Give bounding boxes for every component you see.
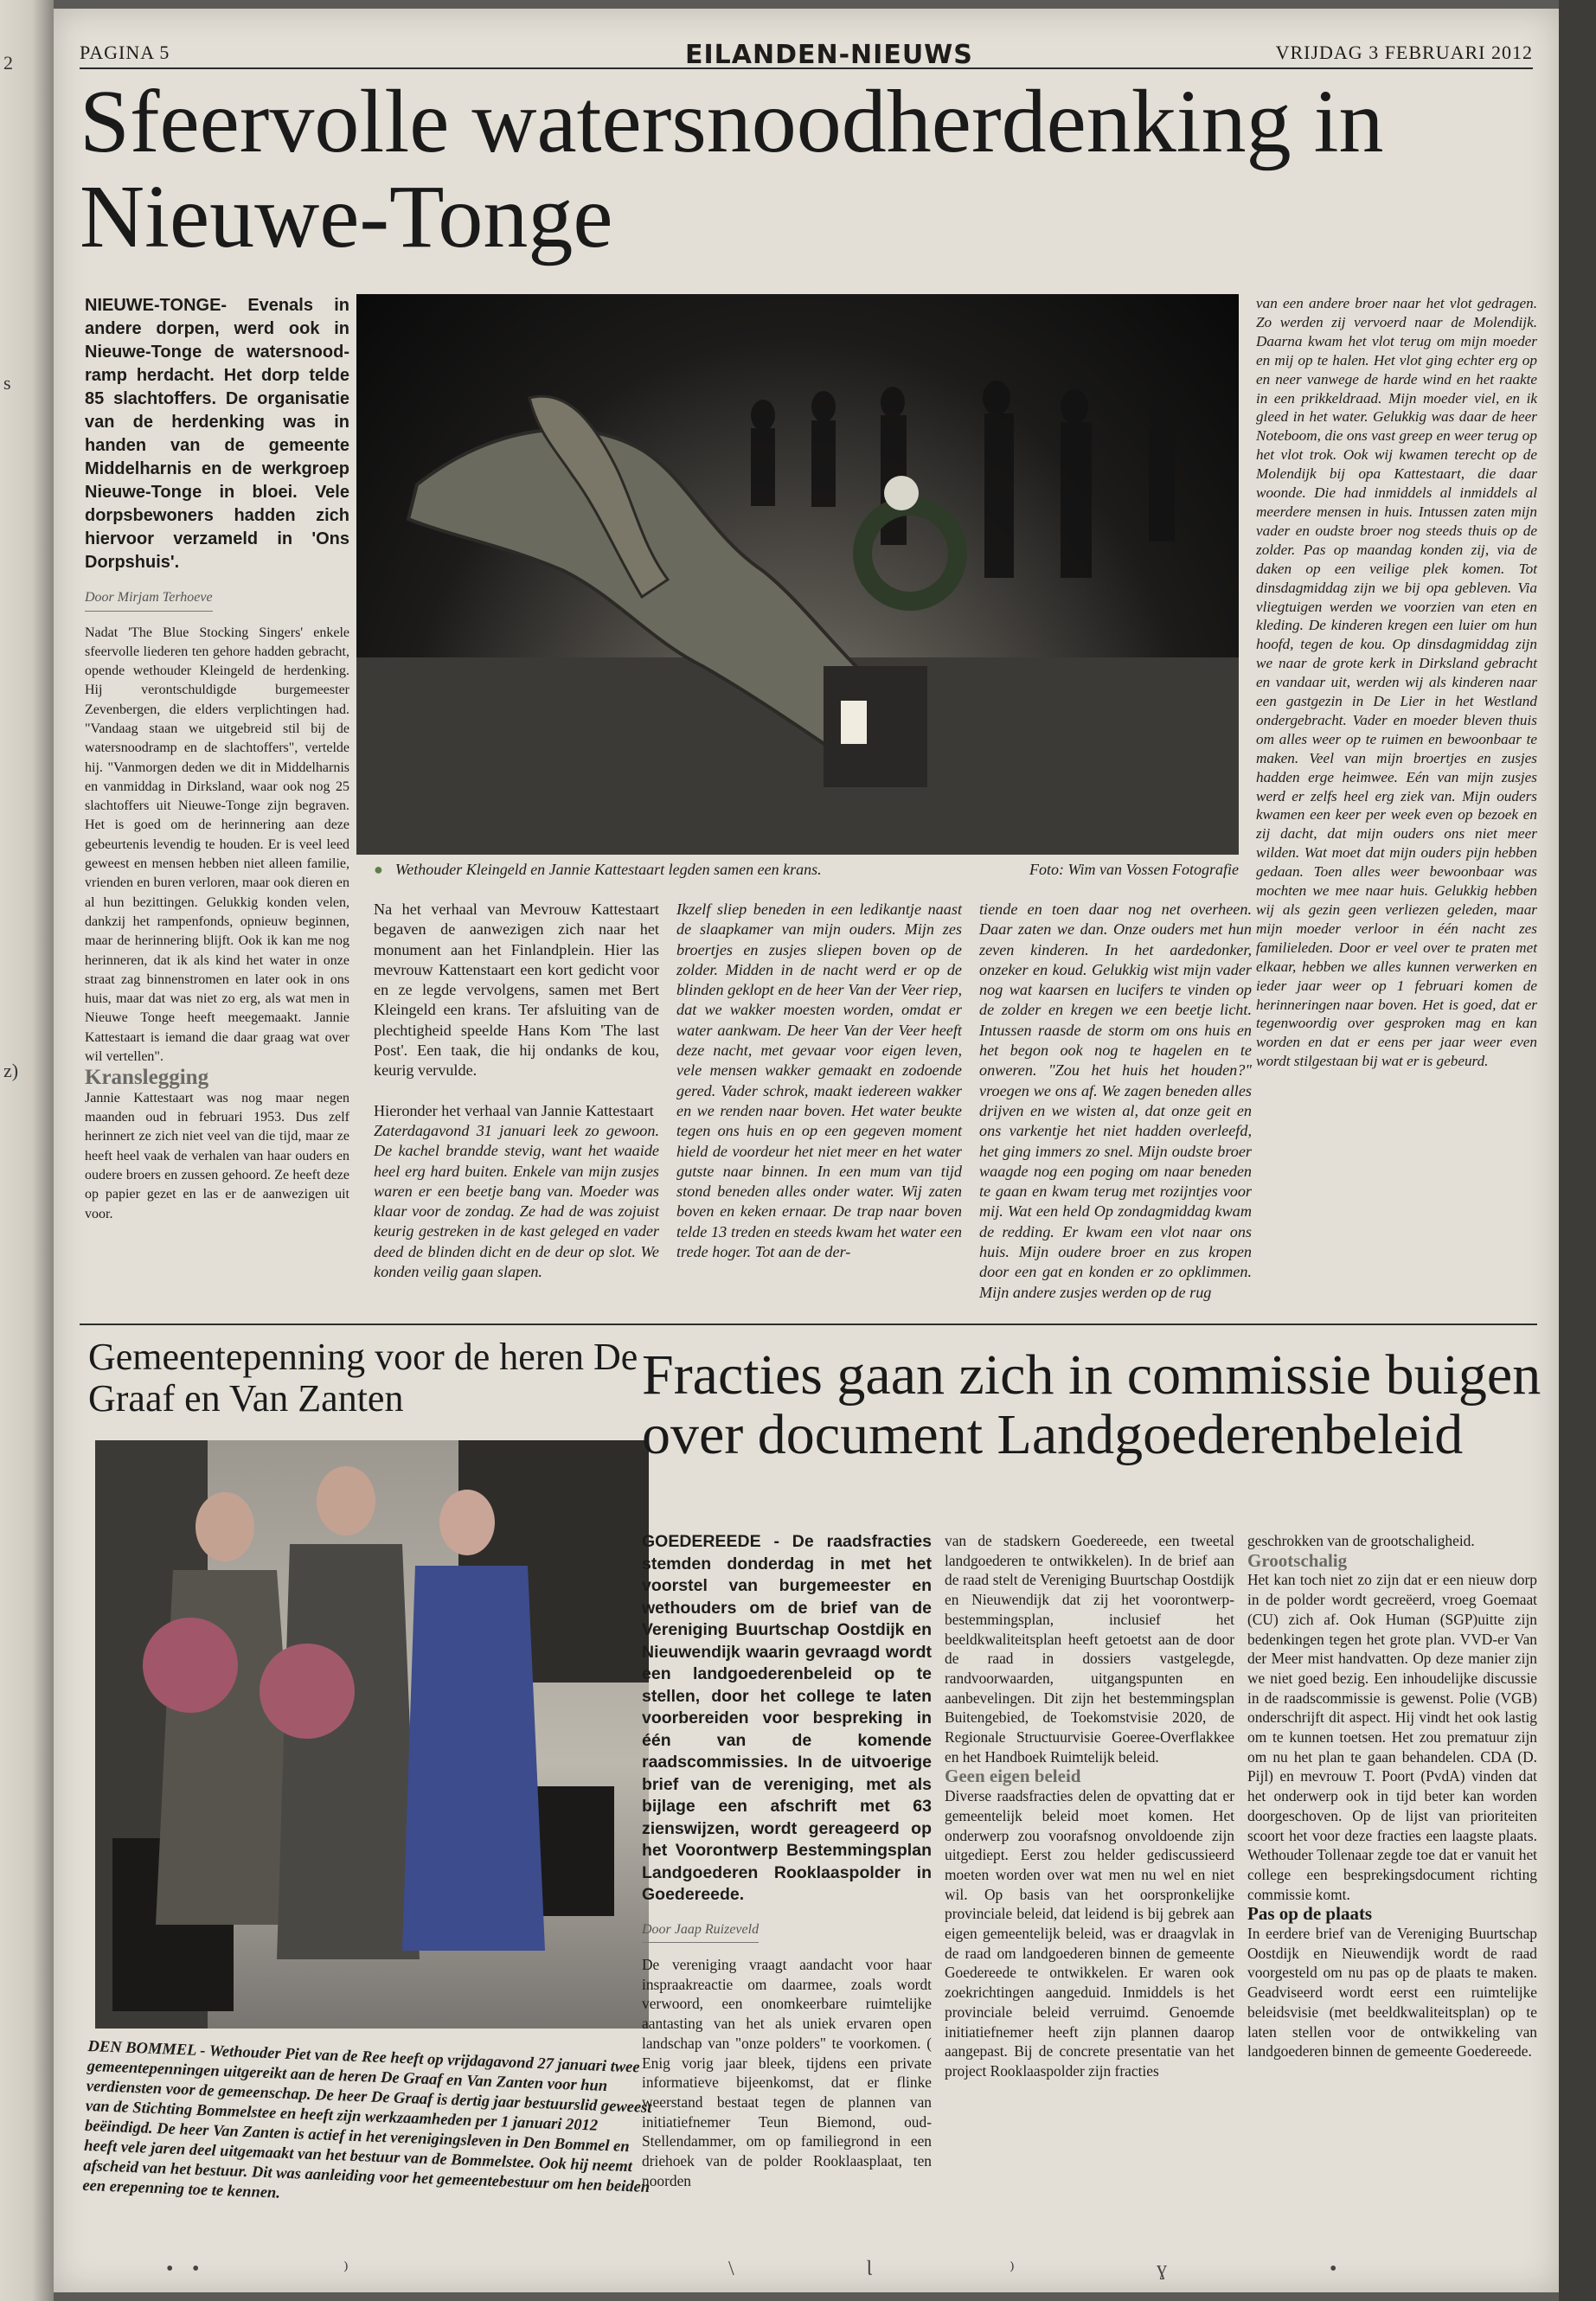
article2-caption: DEN BOMMEL - Wethouder Piet van de Ree heeft op vrijdagavond 27 januari twee gemeentepenningen uitgereikt aan de heren De Graaf en Van Zanten voor hun verdiensten voor de gemeenschap. De heer De Graaf is dertig jaar bestuurslid geweest van de Stichting Bommelstee en heeft zijn werkzaamheden per 1 januari 2012 beëindigd. De heer Van Zanten is actief in het verenigingsleven in Den Bommel en heeft vele jaren deel uitgemaakt van het bestuur van de Bommelstee. Ook hij neemt afscheid van het bestuur. Dit was aanleiding voor het gemeentebestuur om hen beiden een erepenning toe te kennen. — [82, 2037, 652, 2202]
scan-mark: ⁾ — [343, 2259, 349, 2282]
article3-headline: Fracties gaan zich in commissie buigen over document Landgoederenbeleid — [642, 1343, 1542, 1466]
article3-col3-para-2: Het kan toch niet zo zijn dat er een nieuw dorp in de polder wordt gecreëerd, vroeg Goemaat (CU) zich af. Ook Human (SGP)uitte zijn bedenkingen tegen het grote plan. VVD-er Van der Meer mist handvatten. Op deze manier zijn we niet goed bezig. Een inhoudelijke discussie in de raadscommissie is gewenst. Polie (VGB) onderschrijft dit aspect. Hij vindt het ook lastig om te kunnen toetsen. Het zou prematuur zijn om nu het plan te gaan behandelen. CDA (D. Pijl) en mevrouw T. Poort (PvdA) vinden dat het onderwerp ook in tijd beter kan worden doorgeschoven. Op de lijst van prioriteiten scoort het voor deze fracties een laagste plaats. Wethouder Tollenaar zegde toe dat er vanuit het college een besprekingsdocument richting commissie komt. — [1247, 1571, 1537, 1903]
article1-body-2: Jannie Kattestaart was nog maar negen maanden oud in februari 1953. Dus zelf herinnert ze zich niet veel van die tijd, maar ze heeft heel vaak de verhalen van haar ouders en oudere broers en zussen gehoord. Ze heeft deze op papier gezet en las er de aanwezigen uit voor. — [85, 1090, 349, 1221]
article1-headline: Sfeervolle watersnoodherdenking in Nieuwe-Tonge — [80, 72, 1384, 266]
article1-col2-para-1: Na het verhaal van Mevrouw Kattestaart begaven de aanwezigen zich naar het monument aan het Finlandplein. Hier las mevrouw Kattenstaart een kort gedicht voor en ze legde vervolgens, samen met Bert Kleingeld een krans. Ter afsluiting van de plechtigheid speelde Hans Kom 'The last Post'. Een taak, die hij ondanks de kou, keurig vervulde. — [374, 901, 659, 1080]
page-number: PAGINA 5 — [80, 42, 170, 63]
scan-mark: Ɩ — [867, 2258, 873, 2280]
page-header — [80, 42, 1533, 69]
article3-col3-para-3: In eerdere brief van de Vereniging Buurtschap Oostdijk en Nieuwendijk wordt de raad voorgesteld om nu pas op de plaats te maken. Geadviseerd wordt eerst een ruimtelijke beleidsvisie (met beeldkwaliteitsplan) op te laten stellen voor de ontwikkeling van landgoederen binnen de gemeente Goedereede. — [1247, 1925, 1537, 2061]
edge-mark: 2 — [3, 52, 13, 74]
wreath-laying-photo-art — [356, 294, 1239, 855]
scan-mark: ɣ — [1157, 2258, 1167, 2280]
article1-subhead: Kranslegging — [85, 1066, 209, 1090]
scan-mark: \ — [728, 2258, 734, 2280]
article2-headline: Gemeentepenning voor de heren De Graaf en Van Zanten — [88, 1336, 638, 1420]
scan-mark: ⁾ — [1010, 2259, 1015, 2282]
article1-byline: Door Mirjam Terhoeve — [85, 586, 213, 612]
article1-photo-caption — [374, 861, 971, 879]
article3-lead: GOEDEREEDE - De raadsfracties stemden donderdag in met het voorstel van burgemeester en wethouders om de brief van de Vereniging Buurtschap Oostdijk en Nieuwendijk waarin gevraagd wordt een landgoederenbeleid op te stellen, door het college te laten voorbereiden voor bespreking in één van de komende raadscommissies. In de uitvoerige brief van de vereniging, met als bijlage een afschrift met 63 zienswijzen, wordt gereageerd op het Voorontwerp Bestemmingsplan Landgoederen Rooklaaspolder in Goedereede. — [642, 1532, 932, 1904]
article1-lead: NIEUWE-TONGE- Evenals in andere dorpen, werd ook in Nieuwe-Tonge de watersnood-ramp herdacht. Het dorp telde 85 slachtoffers. De organisatie van de herdenking was in handen van de gemeente Middelharnis en de werkgroep Nieuwe-Tonge in bloei. Vele dorpsbewoners hadden zich hiervoor verzameld in 'Ons Dorpshuis'. — [85, 296, 349, 572]
article1-column-1 — [85, 294, 349, 1224]
caption-bullet-icon: ● — [374, 861, 383, 878]
article3-subhead-2: Grootschalig — [1247, 1549, 1348, 1571]
article1-column-5: van een andere broer naar het vlot gedragen. Zo werden zij vervoerd naar de Molendijk. Daarna kwam het vlot terug om mijn moeder en mij op te halen. Het vlot ging echter erg op en neer vanwege de harde wind en het raakte in een prikkeldraad. Mijn moeder viel, en ik gleed in het water. Gelukkig was daar de heer Noteboom, die ons vast greep en weer terug op het vlot trok. Ook wij kwamen terecht op de Molendijk bij opa Kattestaart, die daar woonde. Die had inmiddels al inmiddels al meerdere mensen in huis. Intussen zaten mijn vader en oudste broer nog steeds thuis op de zolder. Pas op maandag konden zij, via de daken op een veilige plek komen. Tot dinsdagmiddag zijn we bij opa gebleven. Via vliegtuigen werden we voorzien van eten en kleding. De kinderen kregen een luier om hun hoofd, tegen de kou. Op dinsdagmiddag zijn we naar de grote kerk in Dirksland gebracht en vandaar uit, werden wij als kinderen naar een gastgezin in De Lier in het Westland ondergebracht. Vader en moeder bleven thuis om alles weer op te ruimen en bewoonbaar te maken. Veel van mijn broertjes en zusjes hadden erge heimwee. Eén van mijn zusjes werd er zelfs heel erg ziek van. Mijn ouders kwamen een keer per week even op bezoek en zij dacht, dat mijn ouders ons niet meer wilden. Wat moet dat mijn ouders pijn hebben gedaan. Toen alles weer bewoonbaar was mochten we mee naar huis. Gelukkig hebben wij als gezin geen verliezen geleden, maar mijn moeder verloor in één nacht zes familieleden. Door er veel over te praten met elkaar, hebben we alles kunnen verwerken en ieder jaar weer op 1 februari komen de herinneringen naar boven. Het is goed, dat er tegenwoordig over gesproken mag en kan worden en dat er eens per jaar weer even wordt stilgestaan bij wat er is gebeurd. — [1256, 295, 1537, 1070]
article1-photo-credit: Foto: Wim van Vossen Fotografie — [1029, 861, 1239, 878]
article3-col3-para-1: geschrokken van de grootschaligheid. — [1247, 1532, 1475, 1549]
edge-mark: s — [3, 372, 11, 394]
scan-margin — [0, 0, 54, 2301]
scan-mark: • — [1330, 2258, 1337, 2280]
article3-col2-para-1: van de stadskern Goedereede, een tweetal landgoederen te ontwikkelen). In de brief aan de raad stelt de Vereniging Buurtschap Oostdijk en Nieuwendijk dat zij het voorontwerp-bestemmingsplan, inclusief het beeldkwaliteitsplan heeft getoetst aan de door de raad in dossiers vastgelegde, randvoorwaarden, uitgangspunten en aanbevelingen. Dit zijn het bestemmingsplan Buitengebied, de Toekomstvisie 2020, de Regionale Structuurvisie Goeree-Overflakkee en het Handboek Ruimtelijk beleid. — [945, 1532, 1234, 1766]
award-photo — [95, 1440, 649, 2029]
award-photo-art — [95, 1440, 649, 2029]
article3-subhead-3: Pas op de plaats — [1247, 1903, 1373, 1925]
article1-column-4: tiende en toen daar nog net overheen. Daar zaten we dan. Onze ouders met hun zeven kinderen. In het aardedonker, onzeker en koud. Gelukkig wist mijn vader nog wat kaarsen en lucifers te vinden op de zolder en kregen we een beetje licht. Intussen raasde de storm om ons huis en het begon ook nog te hagelen en te onweren. "Zou het huis het houden?" vroegen we ons af. We zagen beneden alles drijven en we wisten al, dat onze geit en ons varkentje het niet hadden overleefd, het ging immers zo snel. Mijn oudste broer waagde nog een poging om naar beneden te gaan en kwam terug met rozijntjes voor mij. Wat een held Op zondagmiddag kwam de redding. Er kwam een vlot naar ons huis. Mijn oudere broer en zus kropen door een gat en konden er zo opklimmen. Mijn andere zusjes werden op de rug — [979, 901, 1252, 1301]
article1-photo-caption-text: Wethouder Kleingeld en Jannie Kattestaart legden samen een krans. — [394, 861, 822, 878]
scan-dark-edge — [1559, 0, 1596, 2301]
article3-column-1 — [642, 1531, 932, 2190]
scan-mark: • — [192, 2258, 200, 2280]
article3-column-2 — [945, 1531, 1234, 2081]
article1-col2-para-2: Hieronder het verhaal van Jannie Kattestaart — [374, 1101, 654, 1119]
article3-col2-para-2: Diverse raadsfracties delen de opvatting dat er gemeentelijk beleid moet komen. Het onderwerp zou voorafsnog onvoldoende zijn uitgediept. Eerst zou helder gediscussieerd moeten worden over wat men nu wel en niet wil. Op basis van het oorspronkelijke provinciale beleid, dat leidend is bij gebrek aan eigen gemeentelijk beleid, was er draagvlak in de raad om landgoederen binnen de gemeente Goedereede te ontwikkelen. Er waren ook zoekrichtingen aangeduid. Inmiddels is het provinciale beleid verruimd. Genoemde initiatiefnemer heeft zijn plannen daarop aangepast. Bij de concrete presentatie van het project Rooklaaspolder zijn fracties — [945, 1787, 1234, 2080]
article1-col2-para-3: Zaterdagavond 31 januari leek zo gewoon. De kachel brandde stevig, want het waaide heel erg hard buiten. Enkele van mijn zusjes waren er een beetje bang van. Moeder was klaar voor de zondag. Ze had de was zojuist keurig gestreken in de kast geleged en vader deed de blinden dicht en de deur op slot. We konden veilig gaan slapen. — [374, 1121, 659, 1281]
article3-subhead-1: Geen eigen beleid — [945, 1766, 1081, 1787]
masthead: EILANDEN-NIEUWS — [685, 40, 973, 70]
article1-column-3: Ikzelf sliep beneden in een ledikantje naast de slaapkamer van mijn ouders. Mijn zes broertjes en zusjes sliepen boven op de zolder. Midden in de nacht werd er op de blinden geklopt en de heer Van der Veer riep, dat we wakker moesten worden, omdat er water aankwam. De heer Van der Veer heeft deze nacht, met gevaar voor eigen leven, vele mensen wakker gemaakt en zodoende gered. Vader schrok, maakt iedereen wakker en we renden naar boven. Het water beukte tegen ons huis en op een gegeven moment hield de voordeur het niet meer en het water gutste naar binnen. In een mum van tijd stond beneden alles onder water. Wij zaten boven en keken ernaar. De trap naar boven telde 13 treden en steeds kwam het water een trede hoger. Tot aan de der- — [676, 901, 962, 1261]
section-divider — [80, 1324, 1537, 1325]
edge-mark: z) — [3, 1060, 19, 1081]
issue-date: VRIJDAG 3 FEBRUARI 2012 — [1275, 42, 1533, 63]
newspaper-page — [54, 9, 1559, 2292]
article3-byline: Door Jaap Ruizeveld — [642, 1919, 759, 1944]
article3-column-3 — [1247, 1531, 1537, 2061]
scan-mark: • — [166, 2258, 174, 2280]
article1-column-2 — [374, 900, 659, 1282]
wreath-laying-photo — [356, 294, 1239, 855]
article1-body: Nadat 'The Blue Stocking Singers' enkele sfeervolle liederen ten gehore hadden gebracht, opende wethouder Kleingeld de herdenking. Hij verontschuldigde burgemeester Zevenbergen, die elders verplichtingen had. "Vandaag staan we uitgebreid stil bij de watersnoodramp en de slachtoffers", vertelde hij. "Vanmorgen deden we dit in Middelharnis en vanmiddag in Dirksland, waar ook nog 25 slachtoffers uit Nieuwe-Tonge zijn begraven. Het is goed om de herinnering aan deze gebeurtenis levendig te houden. Er is veel leed geweest en mensen hebben niet alleen familie, vrienden en buren verloren, maar ook dieren en al hun bezittingen. Gelukkig konden velen, dankzij het rampenfonds, opnieuw beginnen, maar de herinnering blijft. Ook ik kan me nog herinneren, dat ik als kind het water in onze straat zag binnenstromen en later ook in ons huis, maar dat was niet zo erg, als wat men in Nieuwe Tonge heeft meegemaakt. Jannie Kattestaart is iemand die daar graag wat over wil vertellen". — [85, 625, 349, 1065]
article3-body: De vereniging vraagt aandacht voor haar inspraakreactie om daarmee, zoals wordt verwoord, een onomkeerbare ruimtelijke aantasting van het als uniek ervaren open landschap van "onze polders" te voorkomen. ( Enig vorig jaar bleek, tijdens een private informatieve bijeenkomst, dat er flinke weerstand bestaat tegen de plannen van initiatiefnemer Teun Biemond, oud-Stellendammer, om op familiegrond in een driehoek van de polder Rooklaasplaat, ten noorden — [642, 1956, 932, 2189]
